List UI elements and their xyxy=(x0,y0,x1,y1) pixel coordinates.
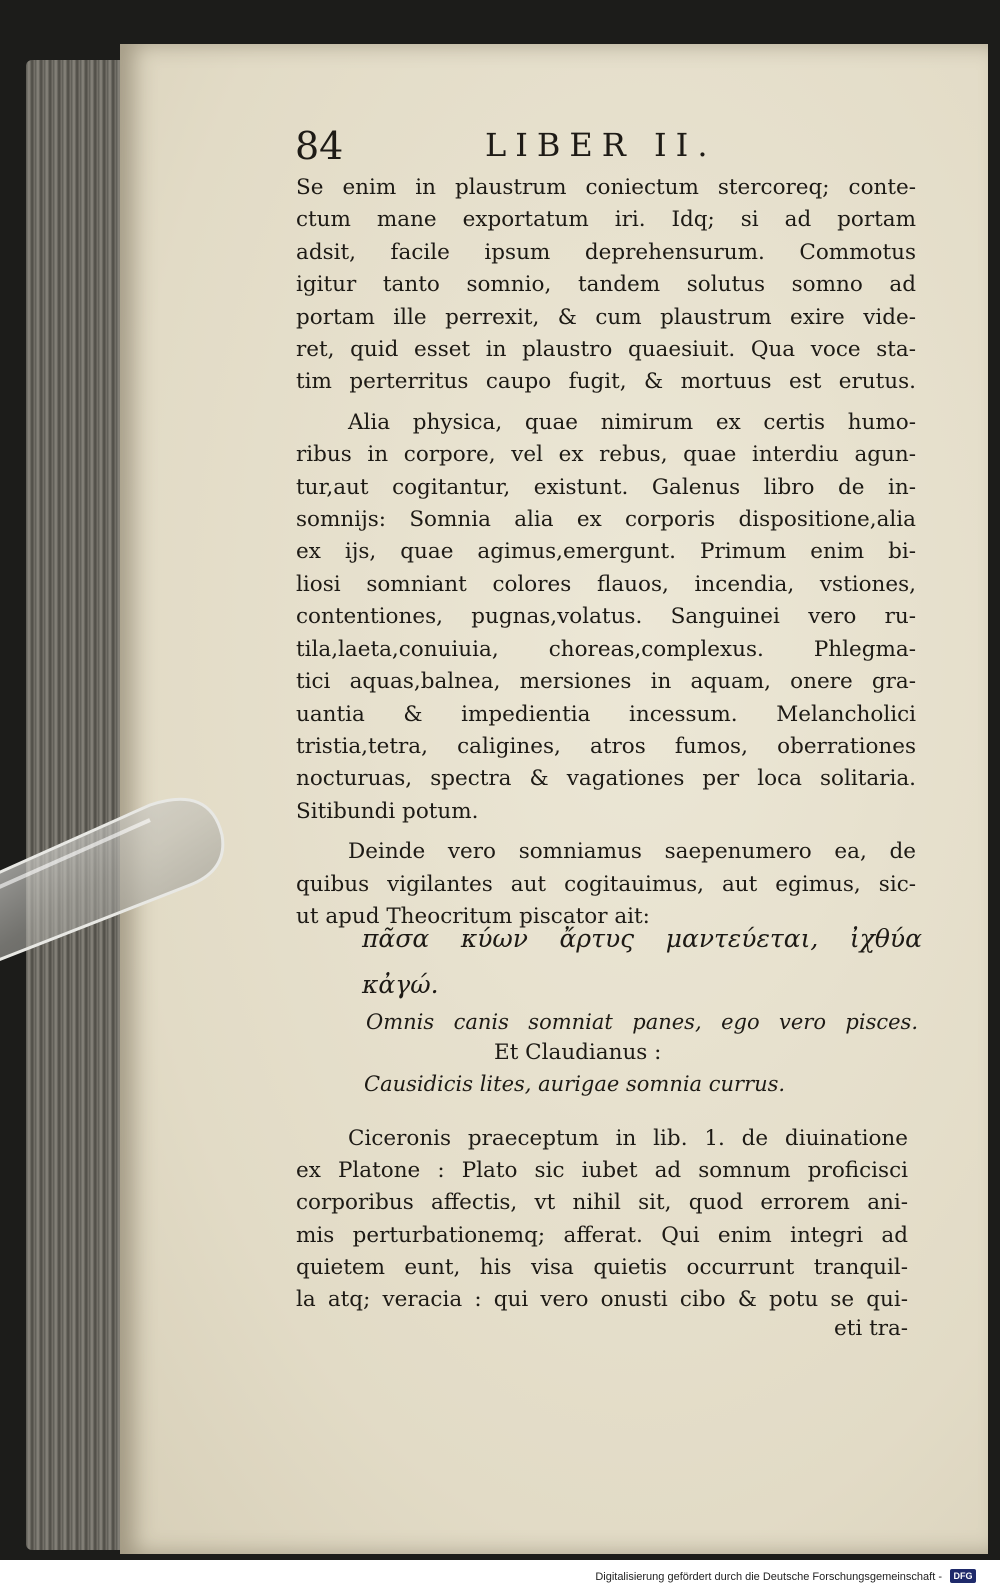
text-line: liosi somniant colores flauos, incendia, vstiones, xyxy=(296,571,916,597)
text-line: nocturuas, spectra & vagationes per loca solitaria. xyxy=(296,766,916,792)
text-line: tila,laeta,conuiuia, choreas,complexus. Phlegma- xyxy=(296,636,916,662)
claudian-intro: Et Claudianus : xyxy=(494,1040,662,1065)
text-line: Deinde vero somniamus saepenumero ea, de xyxy=(348,839,916,865)
page-number: 84 xyxy=(295,124,344,168)
text-line: ribus in corpore, vel ex rebus, quae interdiu agun- xyxy=(296,442,916,468)
glass-page-holder xyxy=(0,760,260,980)
greek-line-2: κἀγώ. xyxy=(362,970,439,999)
text-line: igitur tanto somnio, tandem solutus somno ad xyxy=(296,272,916,298)
dfg-logo: DFG xyxy=(950,1569,976,1583)
text-line: ret, quid esset in plaustro quaesiuit. Qua voce sta- xyxy=(296,337,916,363)
paragraph-3 xyxy=(296,836,916,933)
greek-line-1: πᾶσα κύων ἄρτυς μαντεύεται, ἰχθύα xyxy=(362,924,922,953)
catchword: eti tra- xyxy=(834,1316,909,1341)
text-line: tristia,tetra, caligines, atros fumos, oberrationes xyxy=(296,733,916,759)
greek-quotation xyxy=(362,924,922,999)
text-line: tur,aut cogitantur, existunt. Galenus libro de in- xyxy=(296,474,916,500)
text-line: Sitibundi potum. xyxy=(296,798,479,824)
text-line: quietem eunt, his visa quietis occurrunt tranquil- xyxy=(296,1254,908,1280)
paragraph-1 xyxy=(296,172,916,399)
main-text xyxy=(296,172,916,933)
footer-credit: Digitalisierung gefördert durch die Deutsche Forschungsgemeinschaft - xyxy=(595,1571,942,1583)
text-line: uantia & impedientia incessum. Melancholici xyxy=(296,701,916,727)
text-line: ex Platone : Plato sic iubet ad somnum proficisci xyxy=(296,1158,908,1184)
text-line: mis perturbationemq; afferat. Qui enim integri ad xyxy=(296,1222,908,1248)
text-line: tim perterritus caupo fugit, & mortuus est erutus. xyxy=(296,369,916,395)
paragraph-2 xyxy=(296,407,916,828)
text-line: somnijs: Somnia alia ex corporis dispositione,alia xyxy=(296,507,916,533)
footer-bar xyxy=(0,1560,1000,1595)
text-line: Se enim in plaustrum coniectum stercoreq; conte- xyxy=(296,175,916,200)
text-line: tici aquas,balnea, mersiones in aquam, onere gra- xyxy=(296,669,916,695)
text-line: Ciceronis praeceptum in lib. 1. de diuinatione xyxy=(348,1126,908,1151)
latin-translation: Omnis canis somniat panes, ego vero pisces. xyxy=(366,1010,918,1034)
text-line: contentiones, pugnas,volatus. Sanguinei vero ru- xyxy=(296,604,916,630)
text-line: Alia physica, quae nimirum ex certis humo- xyxy=(348,409,916,435)
text-line: la atq; veracia : qui vero onusti cibo & potu se qui- xyxy=(296,1287,908,1313)
text-line: corporibus affectis, vt nihil sit, quod errorem ani- xyxy=(296,1190,908,1216)
paragraph-4 xyxy=(296,1123,908,1316)
running-title: LIBER II. xyxy=(485,126,717,164)
text-line: portam ille perrexit, & cum plaustrum exire vide- xyxy=(296,304,916,330)
text-line: quibus vigilantes aut cogitauimus, aut egimus, sic- xyxy=(296,871,916,897)
page-header xyxy=(175,120,775,180)
text-line: ctum mane exportatum iri. Idq; si ad portam xyxy=(296,207,916,233)
claudian-verse: Causidicis lites, aurigae somnia currus. xyxy=(364,1072,786,1096)
text-line: adsit, facile ipsum deprehensurum. Commotus xyxy=(296,239,916,265)
text-line: ut apud Theocritum piscator ait: xyxy=(296,903,650,929)
text-line: ex ijs, quae agimus,emergunt. Primum enim bi- xyxy=(296,539,916,565)
